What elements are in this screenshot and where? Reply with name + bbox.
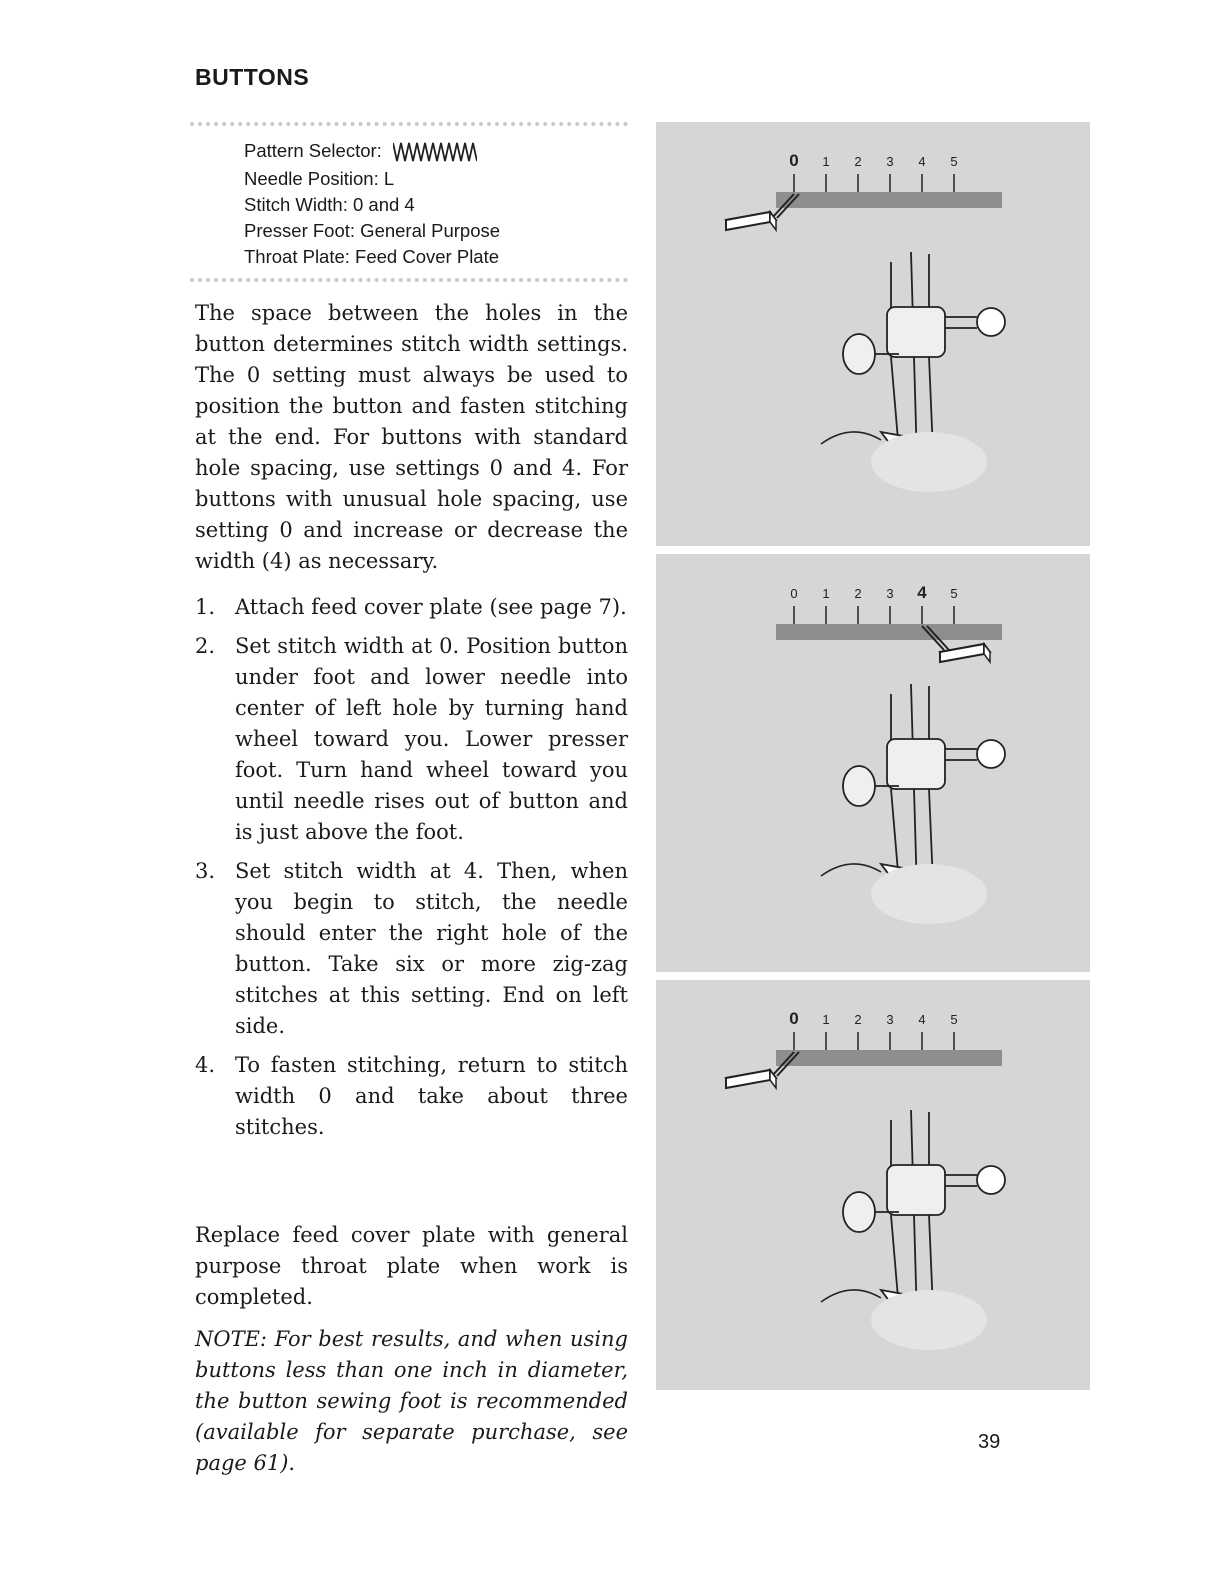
step-number: 1. [195,595,216,619]
step-item [195,592,628,623]
scale-tick-label: 1 [822,1012,830,1027]
thread-line [821,1290,881,1302]
needle-position-setting: Needle Position: L [244,168,395,189]
step-text: Set stitch width at 4. Then, when you begin to stitch, the needle should enter the right hole of the button. Take six or more zig-zag stitches at this setting. End on left side. [235,859,628,1038]
width-scale-bar [776,192,1002,208]
scale-tick-label: 3 [886,154,894,169]
scale-tick-label: 5 [950,154,958,169]
scale-tick-label: 5 [950,586,958,601]
scale-tick-label: 5 [950,1012,958,1027]
figure-panel-setting-0-fasten [656,980,1090,1390]
figure-panel-setting-4 [656,554,1090,972]
button-icon [871,1290,987,1350]
width-scale-bar [776,1050,1002,1066]
thread-line [821,432,881,444]
intro-paragraph: The space between the holes in the button determines stitch width settings. The 0 setting must always be used to position the button and fasten stitching at the end. For buttons with standard hole spacing, use settings 0 and 4. For buttons with unusual hole spacing, use setting 0 and increase or decrease the width (4) as necessary. [195,301,628,573]
width-selector-lever [726,1052,799,1088]
step-text: Attach feed cover plate (see page 7). [235,595,627,619]
machine-settings-box [190,122,628,282]
scale-tick-label: 0 [790,586,798,601]
scale-tick-label: 2 [854,1012,862,1027]
scale-tick-label: 1 [822,586,830,601]
scale-tick-label: 4 [918,154,926,169]
scale-tick-label: 3 [886,586,894,601]
scale-tick-label: 4 [917,583,927,602]
instruction-steps [195,592,628,1151]
step-item [195,631,628,848]
button-icon [871,432,987,492]
step-item [195,856,628,1042]
step-number: 4. [195,1053,216,1077]
step-number: 2. [195,634,216,658]
button-icon [871,864,987,924]
scale-tick-label: 1 [822,154,830,169]
zigzag-pattern-icon [393,141,477,163]
presser-foot-setting: Presser Foot: General Purpose [244,220,501,241]
sewing-machine-illustration [656,980,1090,1390]
scale-tick-label: 0 [789,1009,799,1028]
page-number: 39 [978,1431,1001,1453]
step-item [195,1050,628,1143]
width-selector-lever [726,194,799,230]
scale-tick-label: 2 [854,586,862,601]
scale-tick-label: 2 [854,154,862,169]
replace-plate-paragraph: Replace feed cover plate with general purpose throat plate when work is completed. [195,1223,628,1309]
pattern-selector-label: Pattern Selector: [244,140,382,161]
width-scale-bar [776,624,1002,640]
note-paragraph: NOTE: For best results, and when using buttons less than one inch in diameter, the button sewing foot is recommended (available for separate purchase, see page 61). [195,1327,628,1475]
scale-tick-label: 3 [886,1012,894,1027]
scale-tick-label: 0 [789,151,799,170]
thread-line [821,864,881,876]
step-text: Set stitch width at 0. Position button under foot and lower needle into center of left hole by turning hand wheel toward you. Lower presser foot. Turn hand wheel toward you until needle rises out of button and is just above the foot. [235,634,628,844]
sewing-machine-illustration [656,554,1090,972]
scale-tick-label: 4 [918,1012,926,1027]
sewing-machine-illustration [656,122,1090,546]
figure-panel-setting-0 [656,122,1090,546]
pattern-selector-setting [244,138,477,164]
throat-plate-setting: Throat Plate: Feed Cover Plate [244,246,500,267]
page-title: BUTTONS [195,64,310,90]
step-text: To fasten stitching, return to stitch width 0 and take about three stitches. [235,1053,628,1139]
step-number: 3. [195,859,216,883]
stitch-width-setting: Stitch Width: 0 and 4 [244,194,415,215]
illustration-column [656,122,1090,1390]
